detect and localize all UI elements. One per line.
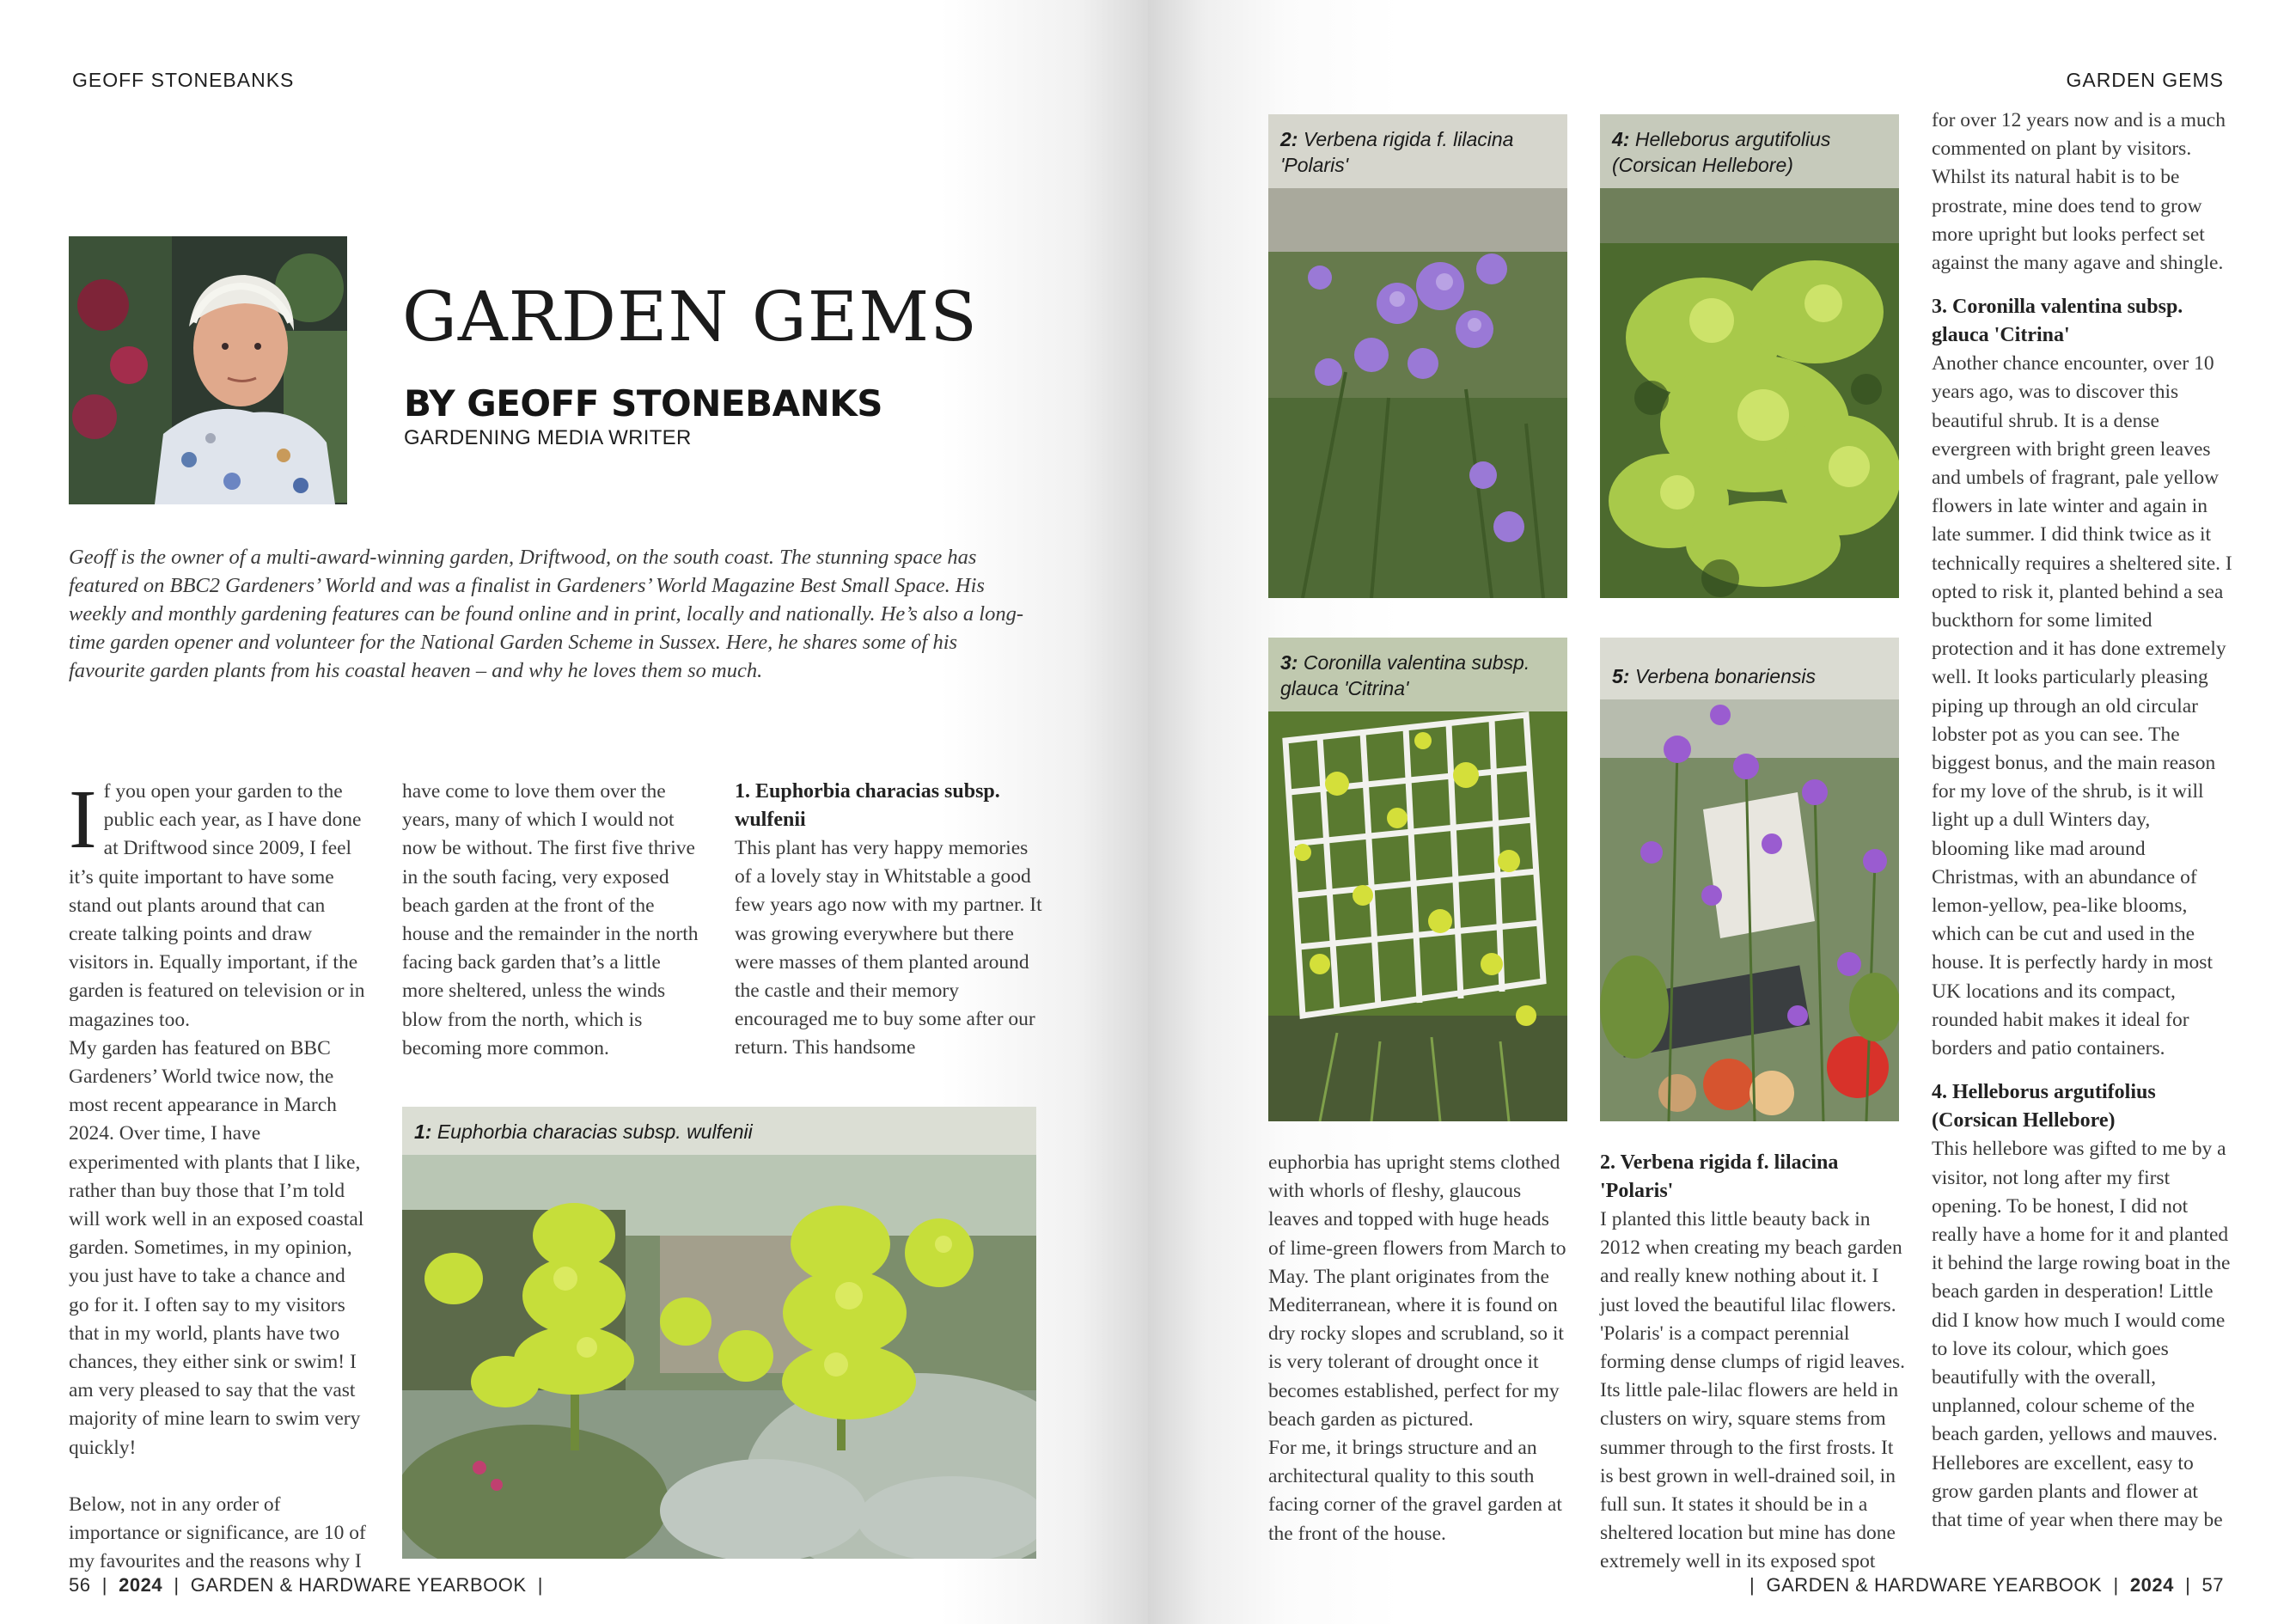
plant-heading-2: 2. Verbena rigida f. lilacina 'Polaris' (1600, 1151, 1839, 1202)
right-column-b (1600, 1149, 1909, 1577)
photo5-caption-text: Verbena bonariensis (1634, 665, 1816, 687)
left-column-3 (735, 778, 1042, 1063)
photo5-caption (1600, 638, 1899, 699)
photo4-number: 4: (1612, 128, 1630, 150)
col1-paragraph-2: My garden has featured on BBC Gardeners’ World twice now, the most recent appearance in March 2024. Over time, I have experimented with plants that I like, rather than buy those that I’m told will work well in an exposed coastal garden. Sometimes, in my opinion, you just have to take a chance and go for it. I often say to my visitors that in my world, plants have two chances, they either sink or swim! I am very pleased to say that the vast majority of mine learn to swim very quickly! (69, 1036, 364, 1459)
intro-paragraph: Geoff is the owner of a multi-award-winning garden, Driftwood, on the south coast. The stunning space has featured on BBC2 Gardeners’ World and was a finalist in Gardeners’ World Magazine Best Small Space. His weekly and monthly gardening features can be found online and in print, locally and nationally. He’s also a long-time garden opener and volunteer for the National Garden Scheme in Sussex. Here, he shares some of his favourite garden plants from his coastal heaven – and why he loves them so much. (69, 546, 1023, 682)
photo1-caption-text: Euphorbia characias subsp. wulfenii (437, 1120, 753, 1143)
colA-paragraph-2: For me, it brings structure and an architectural quality to this south facing corner of the gravel garden at the front of the house. (1268, 1437, 1562, 1545)
drop-cap: I (69, 773, 97, 866)
page-number-left: 56 (69, 1574, 91, 1596)
footer-publication-right: GARDEN & HARDWARE YEARBOOK (1766, 1574, 2103, 1596)
col1-paragraph-3: Below, not in any order of importance or significance, are 10 of my favourites and the reasons why I (69, 1493, 366, 1573)
photo4-caption-text: Helleborus argutifolius (Corsican Hellebore) (1612, 128, 1831, 176)
author-portrait (69, 236, 347, 504)
byline: BY GEOFF STONEBANKS (404, 382, 883, 424)
right-page (1148, 0, 2296, 1624)
author-role: GARDENING MEDIA WRITER (404, 426, 692, 449)
photo4-caption (1600, 114, 1899, 188)
colC-paragraph-1: for over 12 years now and is a much commented on plant by visitors. Whilst its natural habit is to be prostrate, mine does tend to grow more upright but looks perfect set against the many agave and shingle. (1932, 109, 2226, 275)
colB-paragraph-1: I planted this little beauty back in 2012 when creating my beach garden and really knew nothing about it. I just loved the beautiful lilac flowers. 'Polaris' is a compact perennial forming dense clumps of rigid leaves. Its little pale-lilac flowers are held in clusters on wiry, square stems from summer through to the first frosts. It is best grown in well-drained soil, in full sun. It states it should be in a sheltered location but mine has done extremely well in its exposed spot (1600, 1208, 1906, 1573)
photo-helleborus (1600, 114, 1899, 598)
photo3-number: 3: (1280, 651, 1298, 674)
photo1-number: 1: (414, 1120, 432, 1143)
photo-verbena-bonariensis (1600, 638, 1899, 1121)
footer-year-left: 2024 (119, 1574, 163, 1596)
running-head-left: GEOFF STONEBANKS (72, 69, 295, 91)
left-column-1 (69, 773, 369, 1576)
col1-text-1: f you open your garden to the public each year, as I have done at Driftwood since 2009, I feel it’s quite important to have some stand out plants around that can create talking points and draw visitors in. Equally important, if the garden is featured on television or in magazines too. (69, 780, 365, 1031)
photo-verbena-rigida (1268, 114, 1567, 598)
photo-euphorbia (402, 1107, 1036, 1559)
photo3-caption (1268, 638, 1567, 711)
photo3-caption-text: Coronilla valentina subsp. glauca 'Citrina' (1280, 651, 1530, 699)
footer-year-right: 2024 (2129, 1574, 2174, 1596)
right-column-a (1268, 1149, 1571, 1548)
photo2-number: 2: (1280, 128, 1298, 150)
footer-left: 56 | 2024 | GARDEN & HARDWARE YEARBOOK | (69, 1574, 543, 1596)
colA-paragraph-1: euphorbia has upright stems clothed with whorls of fleshy, glaucous leaves and topped with huge heads of lime-green flowers from March to May. The plant originates from the Mediterranean, where it is found on dry rocky slopes and scrubland, so it is very tolerant of drought once it becomes established, perfect for my beach garden as pictured. (1268, 1151, 1566, 1431)
left-column-2 (402, 778, 705, 1063)
footer-right: | GARDEN & HARDWARE YEARBOOK | 2024 | 57 (1749, 1574, 2224, 1596)
footer-publication-left: GARDEN & HARDWARE YEARBOOK (190, 1574, 527, 1596)
photo2-caption-text: Verbena rigida f. lilacina 'Polaris' (1280, 128, 1514, 176)
photo1-caption (402, 1107, 1036, 1155)
col2-paragraph-1: have come to love them over the years, many of which I would not now be without. The first five thrive in the south facing, very exposed beach garden at the front of the house and the remainder in the north facing back garden that’s a little more sheltered, unless the winds blow from the north, which is becoming more common. (402, 780, 699, 1059)
photo2-caption (1268, 114, 1567, 188)
plant-heading-3: 3. Coronilla valentina subsp. glauca 'Citrina' (1932, 296, 2183, 347)
right-column-c (1932, 107, 2232, 1535)
plant-heading-4: 4. Helleborus argutifolius (Corsican Hellebore) (1932, 1081, 2156, 1133)
colC-paragraph-2: Another chance encounter, over 10 years ago, was to discover this beautiful shrub. It is a dense evergreen with bright green leaves and umbels of fragrant, pale yellow flowers in late winter and again in late summer. I did think twice as it technically requires a sheltered site. I opted to risk it, planted behind a sea buckthorn for some limited protection and it has done extremely well. It looks particularly pleasing piping up through an old circular lobster pot as you can see. The biggest bonus, and the main reason for my love of the shrub, is it will light up a dull Winters day, blooming like mad around Christmas, with an abundance of lemon-yellow, pea-like blooms, which can be cut and used in the house. It is perfectly hardy in most UK locations and its compact, rounded habit makes it ideal for borders and patio containers. (1932, 352, 2232, 1060)
page-title: GARDEN GEMS (402, 277, 978, 357)
col1-paragraph-1 (69, 773, 369, 1035)
col3-paragraph-1: This plant has very happy memories of a lovely stay in Whitstable a good few years ago now with my partner. It was growing everywhere but there were masses of them planted around the castle and their memory encouraged me to buy some after our return. This handsome (735, 837, 1042, 1059)
photo5-number: 5: (1612, 665, 1630, 687)
page-number-right: 57 (2201, 1574, 2224, 1596)
plant-heading-1: 1. Euphorbia characias subsp. wulfenii (735, 780, 1000, 831)
colC-paragraph-3: This hellebore was gifted to me by a visitor, not long after my first opening. To be honest, I did not really have a home for it and planted it behind the large rowing boat in the beach garden in desperation! Little did I know how much I would come to love its colour, which goes beautifully with the overall, unplanned, colour scheme of the beach garden, yellows and mauves. Hellebores are excellent, easy to grow garden plants and flower at that time of year when there may be (1932, 1138, 2231, 1531)
running-head-right: GARDEN GEMS (2066, 69, 2224, 91)
photo-coronilla (1268, 638, 1567, 1121)
